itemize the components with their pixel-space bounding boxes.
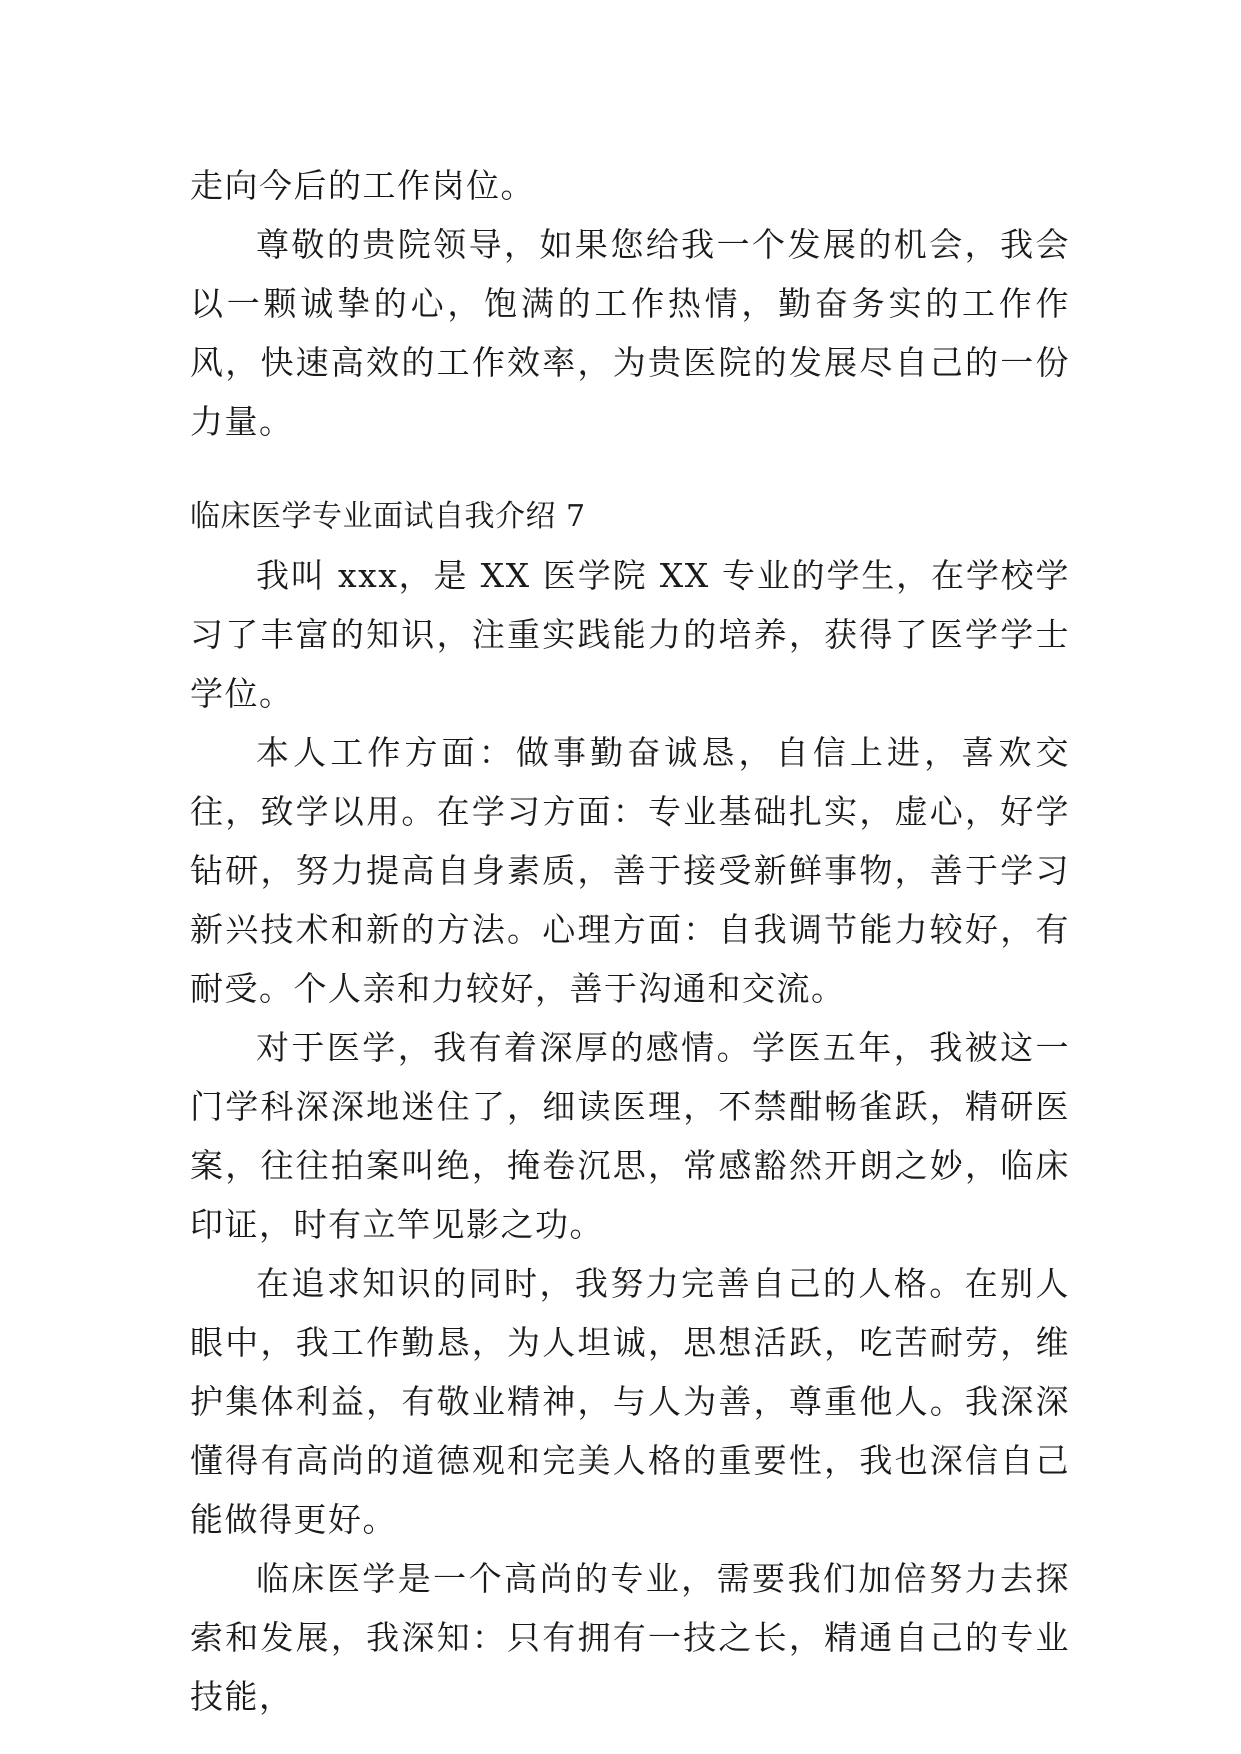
- body-paragraph: 我叫 xxx，是 XX 医学院 XX 专业的学生，在学校学习了丰富的知识，注重实践能力的培养，获得了医学学士学位。: [190, 556, 1070, 713]
- body-paragraph: 临床医学是一个高尚的专业，需要我们加倍努力去探索和发展，我深知：只有拥有一技之长，精通自己的专业技能，: [190, 1559, 1070, 1716]
- section-heading: 临床医学专业面试自我介绍 7: [190, 499, 586, 534]
- continuation-paragraph: 走向今后的工作岗位。: [190, 166, 535, 205]
- document-body: [190, 156, 1070, 1726]
- closing-paragraph: 尊敬的贵院领导，如果您给我一个发展的机会，我会以一颗诚挚的心，饱满的工作热情，勤奋务实的工作作风，快速高效的工作效率，为贵医院的发展尽自己的一份力量。: [190, 225, 1070, 441]
- body-paragraph: 本人工作方面：做事勤奋诚恳，自信上进，喜欢交往，致学以用。在学习方面：专业基础扎实，虚心，好学钻研，努力提高自身素质，善于接受新鲜事物，善于学习新兴技术和新的方法。心理方面：自我调节能力较好，有耐受。个人亲和力较好，善于沟通和交流。: [190, 733, 1070, 1008]
- body-paragraph: 对于医学，我有着深厚的感情。学医五年，我被这一门学科深深地迷住了，细读医理，不禁酣畅雀跃，精研医案，往往拍案叫绝，掩卷沉思，常感豁然开朗之妙，临床印证，时有立竿见影之功。: [190, 1028, 1070, 1244]
- body-paragraph: 在追求知识的同时，我努力完善自己的人格。在别人眼中，我工作勤恳，为人坦诚，思想活跃，吃苦耐劳，维护集体利益，有敬业精神，与人为善，尊重他人。我深深懂得有高尚的道德观和完美人格的重要性，我也深信自己能做得更好。: [190, 1264, 1070, 1539]
